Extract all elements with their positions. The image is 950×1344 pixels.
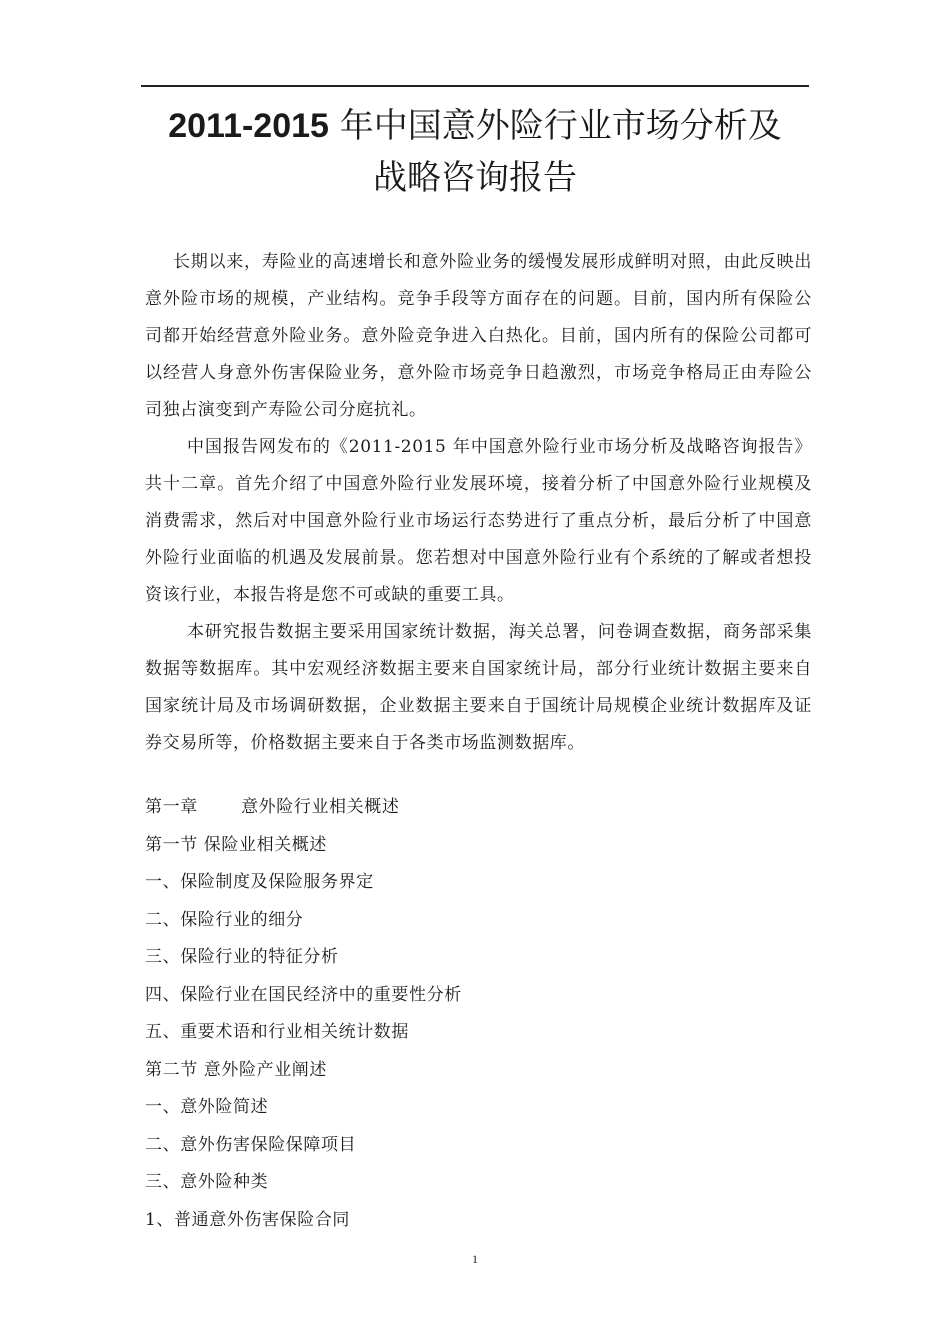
toc-item: 三、保险行业的特征分析 bbox=[145, 947, 339, 967]
toc-item: 四、保险行业在国民经济中的重要性分析 bbox=[145, 984, 462, 1005]
paragraph-data-sources: 本研究报告数据主要采用国家统计数据，海关总署，问卷调查数据，商务部采集数据等数据库。其中宏观经济数据主要来自国家统计局，部分行业统计数据主要来自国家统计局及市场调研数据，企业数据主要来自于国统计局规模企业统计数据库及证券交易所等，价格数据主要来自于各类市场监测数据库。 bbox=[145, 622, 812, 753]
paragraph-intro: 长期以来，寿险业的高速增长和意外险业务的缓慢发展形成鲜明对照，由此反映出意外险市场的规模，产业结构。竞争手段等方面存在的问题。目前，国内所有保险公司都开始经营意外险业务。意外险竞争进入白热化。目前，国内所有的保险公司都可以经营人身意外伤害保险业务，意外险市场竞争日趋激烈，市场竞争格局正由寿险公司独占演变到产寿险公司分庭抗礼。 bbox=[145, 252, 812, 420]
title-main: 年中国意外险行业市场分析及 bbox=[339, 106, 782, 146]
header-rule bbox=[141, 85, 809, 87]
page-number: 1 bbox=[472, 1252, 478, 1266]
table-of-contents bbox=[145, 789, 805, 1239]
toc-item: 五、重要术语和行业相关统计数据 bbox=[145, 1022, 409, 1042]
title-year: 2011-2015 bbox=[168, 107, 329, 145]
toc-item: 一、保险制度及保险服务界定 bbox=[145, 872, 374, 892]
toc-subitem: 1、普通意外伤害保险合同 bbox=[145, 1209, 351, 1230]
toc-item: 一、意外险简述 bbox=[145, 1097, 269, 1117]
toc-item: 二、保险行业的细分 bbox=[145, 909, 304, 930]
toc-section-1: 第一节 保险业相关概述 bbox=[145, 834, 328, 855]
document-title bbox=[120, 100, 830, 204]
paragraph-report-overview: 中国报告网发布的《2011-2015 年中国意外险行业市场分析及战略咨询报告》共十二章。首先介绍了中国意外险行业发展环境，接着分析了中国意外险行业规模及消费需求，然后对中国意外险行业市场运行态势进行了重点分析，最后分析了中国意外险行业面临的机遇及发展前景。您若想对中国意外险行业有个系统的了解或者想投资该行业，本报告将是您不可或缺的重要工具。 bbox=[145, 437, 812, 605]
toc-chapter-1: 第一章 意外险行业相关概述 bbox=[145, 797, 400, 817]
toc-section-2: 第二节 意外险产业阐述 bbox=[145, 1059, 328, 1080]
document-body bbox=[145, 244, 812, 762]
toc-item: 三、意外险种类 bbox=[145, 1172, 269, 1192]
title-line-2: 战略咨询报告 bbox=[373, 158, 577, 198]
toc-item: 二、意外伤害保险保障项目 bbox=[145, 1134, 357, 1155]
